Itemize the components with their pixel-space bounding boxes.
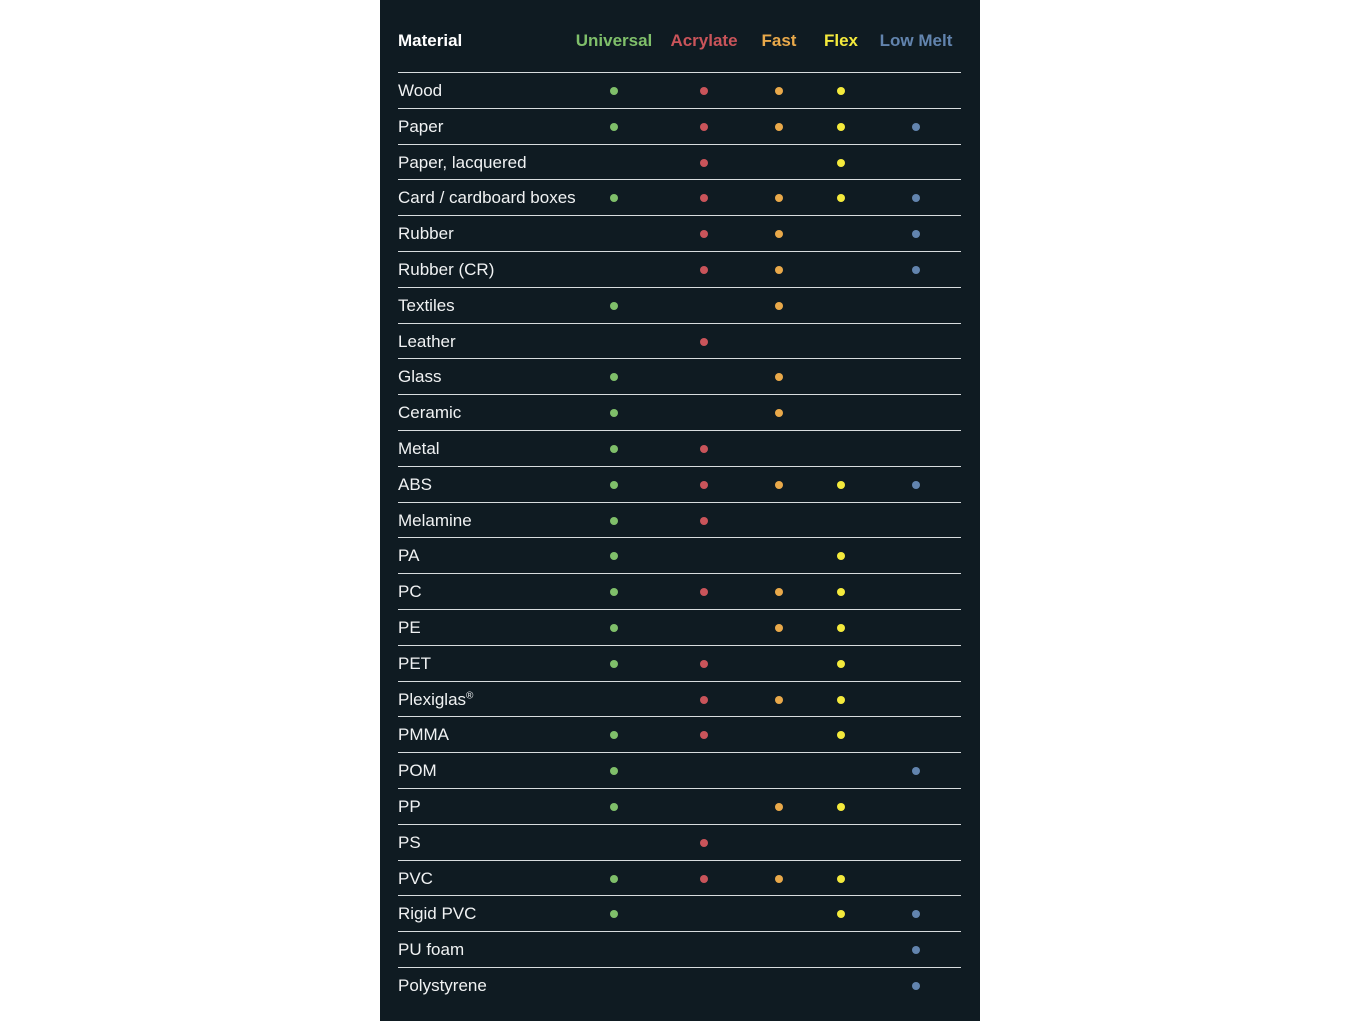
material-label [398,188,576,208]
material-name: Rubber (CR) [398,259,495,279]
dot-lowmelt-icon [912,481,920,489]
dot-fast-icon [775,875,783,883]
material-label [398,117,443,137]
dot-fast-icon [775,266,783,274]
table-row [398,610,961,646]
material-name: Leather [398,331,456,351]
material-label [398,618,421,638]
material-name: PC [398,582,422,602]
dot-universal-icon [610,875,618,883]
dot-acrylate-icon [700,696,708,704]
material-name: PA [398,546,420,566]
dot-fast-icon [775,588,783,596]
dot-fast-icon [775,87,783,95]
table-row [398,789,961,825]
material-name: Rubber [398,224,454,244]
dot-universal-icon [610,910,618,918]
header-material: Material [398,31,463,50]
dot-acrylate-icon [700,266,708,274]
dot-acrylate-icon [700,194,708,202]
dot-lowmelt-icon [912,910,920,918]
table-row [398,825,961,861]
dot-fast-icon [775,624,783,632]
material-name: PET [398,653,432,673]
dot-flex-icon [837,159,845,167]
material-label [398,224,454,244]
material-label [398,725,449,745]
dot-flex-icon [837,875,845,883]
dot-universal-icon [610,588,618,596]
material-name: PMMA [398,725,449,745]
table-row [398,682,961,718]
dot-flex-icon [837,87,845,95]
table-row [398,574,961,610]
material-label [398,761,437,781]
header-acrylate: Acrylate [670,31,738,50]
header-fast: Fast [761,31,797,50]
material-label [398,582,422,602]
dot-universal-icon [610,373,618,381]
material-label [398,403,461,423]
table-row [398,288,961,324]
dot-flex-icon [837,552,845,560]
table-body [398,73,961,1004]
material-name: Ceramic [398,403,462,423]
material-label [398,833,421,853]
dot-universal-icon [610,302,618,310]
dot-fast-icon [775,194,783,202]
table-row [398,932,961,968]
material-label [398,367,441,387]
table-row [398,431,961,467]
table-row [398,145,961,181]
dot-lowmelt-icon [912,767,920,775]
dot-universal-icon [610,660,618,668]
dot-fast-icon [775,803,783,811]
dot-universal-icon [610,409,618,417]
dot-universal-icon [610,481,618,489]
compatibility-table [380,0,980,1021]
dot-flex-icon [837,803,845,811]
dot-flex-icon [837,194,845,202]
dot-flex-icon [837,731,845,739]
material-name: Metal [398,438,440,458]
dot-fast-icon [775,230,783,238]
dot-lowmelt-icon [912,946,920,954]
dot-universal-icon [610,552,618,560]
dot-universal-icon [610,517,618,525]
table-row [398,646,961,682]
material-label [398,296,455,316]
dot-acrylate-icon [700,660,708,668]
dot-fast-icon [775,696,783,704]
table-row [398,717,961,753]
dot-lowmelt-icon [912,982,920,990]
table-row [398,109,961,145]
dot-lowmelt-icon [912,266,920,274]
material-label [398,940,464,960]
material-label [398,797,421,817]
dot-fast-icon [775,409,783,417]
table-row [398,324,961,360]
material-label [398,81,442,101]
dot-universal-icon [610,123,618,131]
dot-universal-icon [610,624,618,632]
dot-flex-icon [837,696,845,704]
material-label [398,153,527,173]
material-label [398,439,440,459]
table-row [398,896,961,932]
table-header [398,0,961,73]
dot-acrylate-icon [700,517,708,525]
material-name: Glass [398,367,442,387]
dot-flex-icon [837,660,845,668]
dot-lowmelt-icon [912,123,920,131]
table-row [398,73,961,109]
dot-acrylate-icon [700,338,708,346]
dot-flex-icon [837,910,845,918]
material-name: PE [398,617,421,637]
material-label [398,260,494,280]
table-row [398,252,961,288]
material-label [398,654,431,674]
dot-acrylate-icon [700,875,708,883]
dot-acrylate-icon [700,731,708,739]
material-name: Paper [398,116,444,136]
dot-fast-icon [775,123,783,131]
table-row [398,753,961,789]
table-row [398,968,961,1004]
material-label [398,475,432,495]
dot-acrylate-icon [700,481,708,489]
dot-acrylate-icon [700,87,708,95]
dot-flex-icon [837,624,845,632]
dot-flex-icon [837,481,845,489]
material-name: Polystyrene [398,975,487,995]
table-row [398,503,961,539]
material-name: Rigid PVC [398,904,477,924]
dot-universal-icon [610,445,618,453]
registered-mark: ® [466,689,474,701]
material-label [398,690,473,710]
table-row [398,861,961,897]
dot-acrylate-icon [700,839,708,847]
material-label [398,511,472,531]
dot-flex-icon [837,123,845,131]
material-name: POM [398,761,437,781]
dot-universal-icon [610,767,618,775]
dot-lowmelt-icon [912,230,920,238]
table-row [398,216,961,252]
material-name: Paper, lacquered [398,152,527,172]
material-name: Wood [398,81,443,100]
table-row [398,180,961,216]
material-name: PP [398,796,421,816]
material-name: ABS [398,474,433,494]
dot-universal-icon [610,803,618,811]
header-lowmelt: Low Melt [879,31,953,50]
material-name: Melamine [398,510,472,530]
table-row [398,395,961,431]
table-row [398,538,961,574]
dot-fast-icon [775,302,783,310]
material-label [398,976,487,996]
material-name: PVC [398,868,433,888]
material-name: Textiles [398,295,455,315]
dot-fast-icon [775,373,783,381]
dot-fast-icon [775,481,783,489]
material-label [398,904,476,924]
table-row [398,359,961,395]
header-flex: Flex [823,31,859,50]
dot-acrylate-icon [700,445,708,453]
dot-acrylate-icon [700,123,708,131]
dot-universal-icon [610,731,618,739]
material-label [398,869,433,889]
material-name: Card / cardboard boxes [398,188,576,208]
material-name: PS [398,832,421,852]
dot-flex-icon [837,588,845,596]
dot-acrylate-icon [700,230,708,238]
material-label [398,332,456,352]
material-name: PU foam [398,940,465,960]
dot-acrylate-icon [700,588,708,596]
material-label [398,546,419,566]
dot-lowmelt-icon [912,194,920,202]
dot-acrylate-icon [700,159,708,167]
dot-universal-icon [610,194,618,202]
material-name: Plexiglas [398,689,467,709]
dot-universal-icon [610,87,618,95]
header-universal: Universal [575,31,653,50]
table-row [398,467,961,503]
